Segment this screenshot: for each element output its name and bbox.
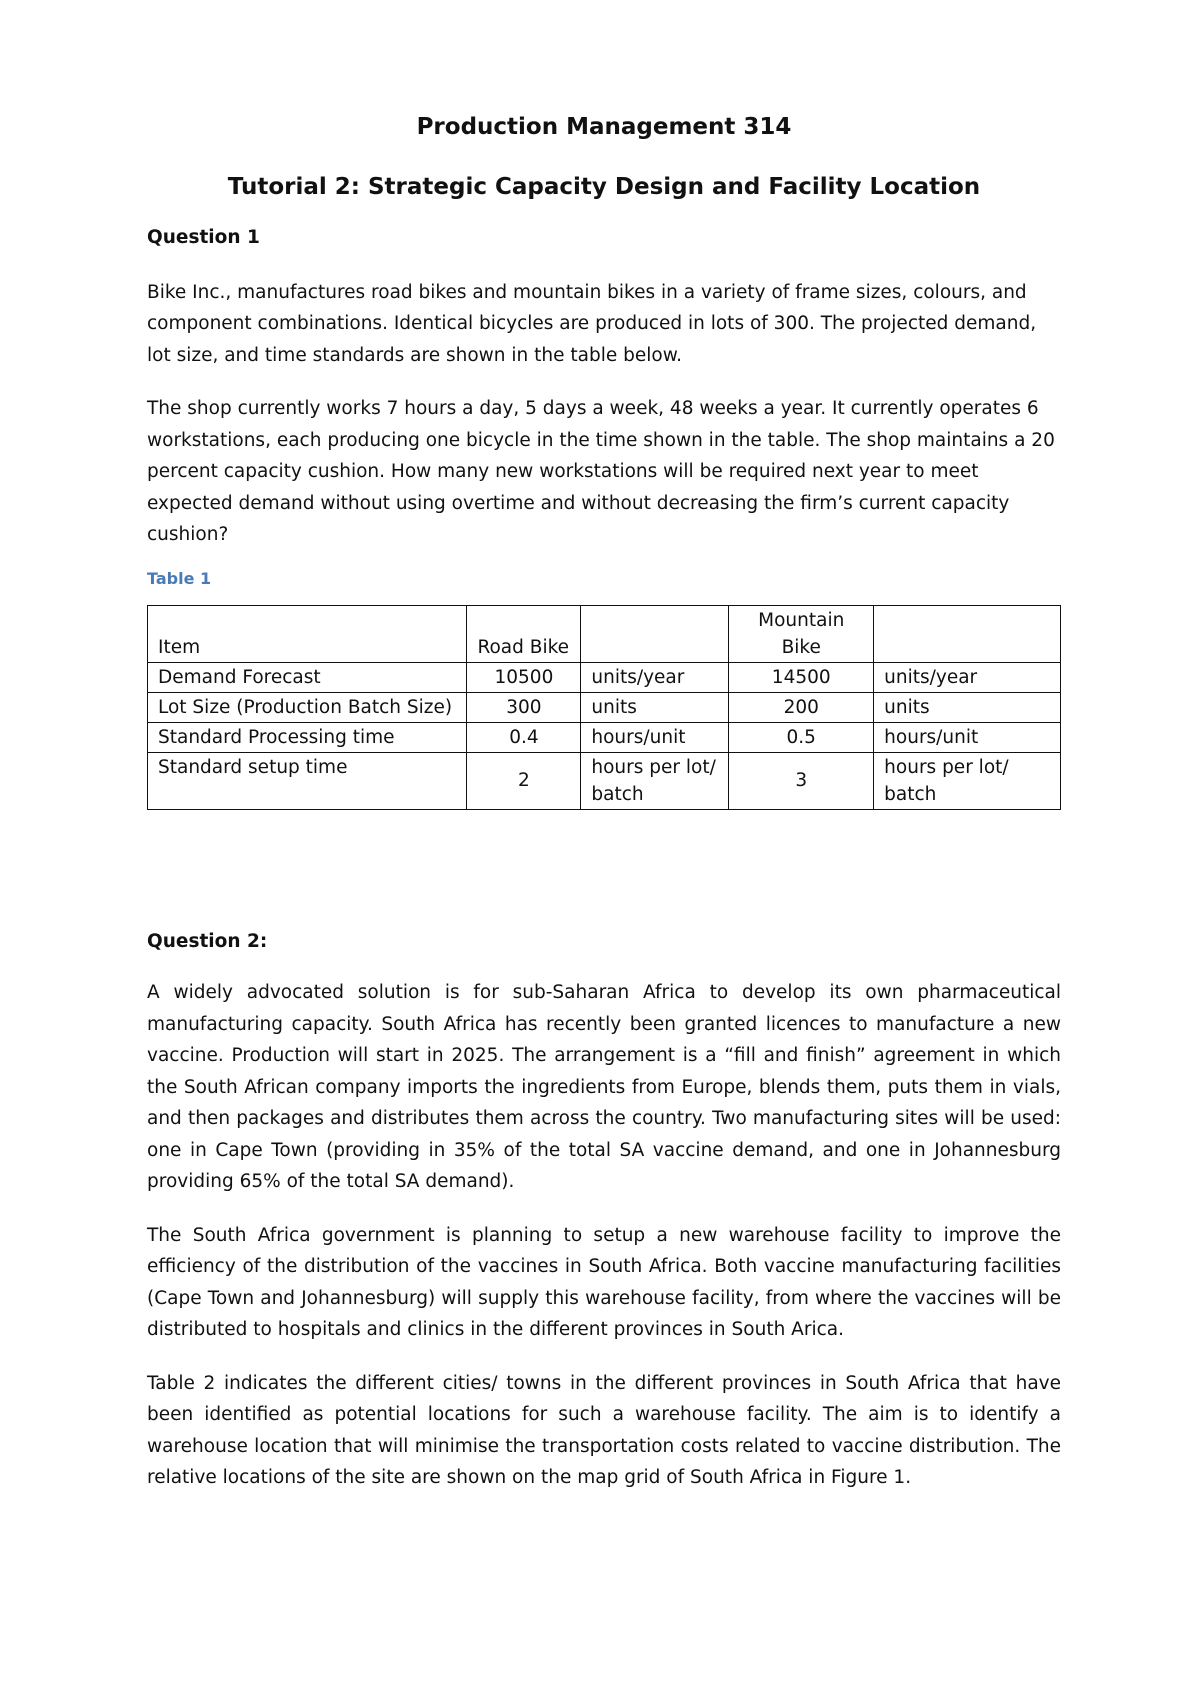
question-2-heading: Question 2: xyxy=(147,930,268,952)
row-mountain-value: 3 xyxy=(729,752,874,809)
row-item: Standard setup time xyxy=(148,752,467,809)
row-road-unit: units/year xyxy=(581,662,729,692)
header-item: Item xyxy=(148,605,467,662)
header-mountain-bike: Mountain Bike xyxy=(729,605,874,662)
row-road-value: 300 xyxy=(467,692,581,722)
document-subtitle: Tutorial 2: Strategic Capacity Design and Facility Location xyxy=(227,174,981,200)
row-mountain-unit: hours per lot/ batch xyxy=(874,752,1061,809)
table-row xyxy=(148,722,1061,752)
row-road-value: 10500 xyxy=(467,662,581,692)
row-mountain-unit: units/year xyxy=(874,662,1061,692)
question-2-paragraph-3: Table 2 indicates the different cities/ towns in the different provinces in South Africa that have been identified as potential locations for such a warehouse facility. The aim is to identify a warehouse location that will minimise the transportation costs related to vaccine distribution. The relative locations of the site are shown on the map grid of South Africa in Figure 1. xyxy=(147,1372,1061,1488)
header-blank-2 xyxy=(874,605,1061,662)
table-1 xyxy=(147,605,1061,810)
document-title: Production Management 314 xyxy=(416,114,792,140)
question-1-paragraph-1: Bike Inc., manufactures road bikes and mountain bikes in a variety of frame sizes, colours, and component combinations. Identical bicycles are produced in lots of 300. The projected demand, lot size, and time standards are shown in the table below. xyxy=(147,281,1037,366)
question-1-heading: Question 1 xyxy=(147,227,260,248)
row-mountain-unit: units xyxy=(874,692,1061,722)
table-row xyxy=(148,662,1061,692)
table-row xyxy=(148,692,1061,722)
row-road-unit: hours per lot/ batch xyxy=(581,752,729,809)
row-item: Demand Forecast xyxy=(148,662,467,692)
document-body xyxy=(147,112,1061,1494)
header-road-bike: Road Bike xyxy=(467,605,581,662)
question-2-paragraph-2: The South Africa government is planning to setup a new warehouse facility to improve the efficiency of the distribution of the vaccines in South Africa. Both vaccine manufacturing facilities (Cape Town and Johannesburg) will supply this warehouse facility, from where the vaccines will be distributed to hospitals and clinics in the different provinces in South Arica. xyxy=(147,1224,1061,1340)
row-item: Standard Processing time xyxy=(148,722,467,752)
row-road-value: 0.4 xyxy=(467,722,581,752)
row-road-value: 2 xyxy=(467,752,581,809)
header-blank-1 xyxy=(581,605,729,662)
row-item: Lot Size (Production Batch Size) xyxy=(148,692,467,722)
row-mountain-value: 0.5 xyxy=(729,722,874,752)
table-row xyxy=(148,752,1061,809)
question-1-paragraph-2: The shop currently works 7 hours a day, 5 days a week, 48 weeks a year. It currently operates 6 workstations, each producing one bicycle in the time shown in the table. The shop maintains a 20 percent capacity cushion. How many new workstations will be required next year to meet expected demand without using overtime and without decreasing the firm’s current capacity cushion? xyxy=(147,398,1055,545)
row-road-unit: hours/unit xyxy=(581,722,729,752)
table-1-caption: Table 1 xyxy=(147,568,212,588)
row-mountain-value: 200 xyxy=(729,692,874,722)
row-mountain-unit: hours/unit xyxy=(874,722,1061,752)
row-road-unit: units xyxy=(581,692,729,722)
question-2-paragraph-1: A widely advocated solution is for sub-Saharan Africa to develop its own pharmaceutical manufacturing capacity. South Africa has recently been granted licences to manufacture a new vaccine. Production will start in 2025. The arrangement is a “fill and finish” agreement in which the South African company imports the ingredients from Europe, blends them, puts them in vials, and then packages and distributes them across the country. Two manufacturing sites will be used: one in Cape Town (providing in 35% of the total SA vaccine demand, and one in Johannesburg providing 65% of the total SA demand). xyxy=(147,982,1061,1192)
row-mountain-value: 14500 xyxy=(729,662,874,692)
table-header-row xyxy=(148,605,1061,662)
